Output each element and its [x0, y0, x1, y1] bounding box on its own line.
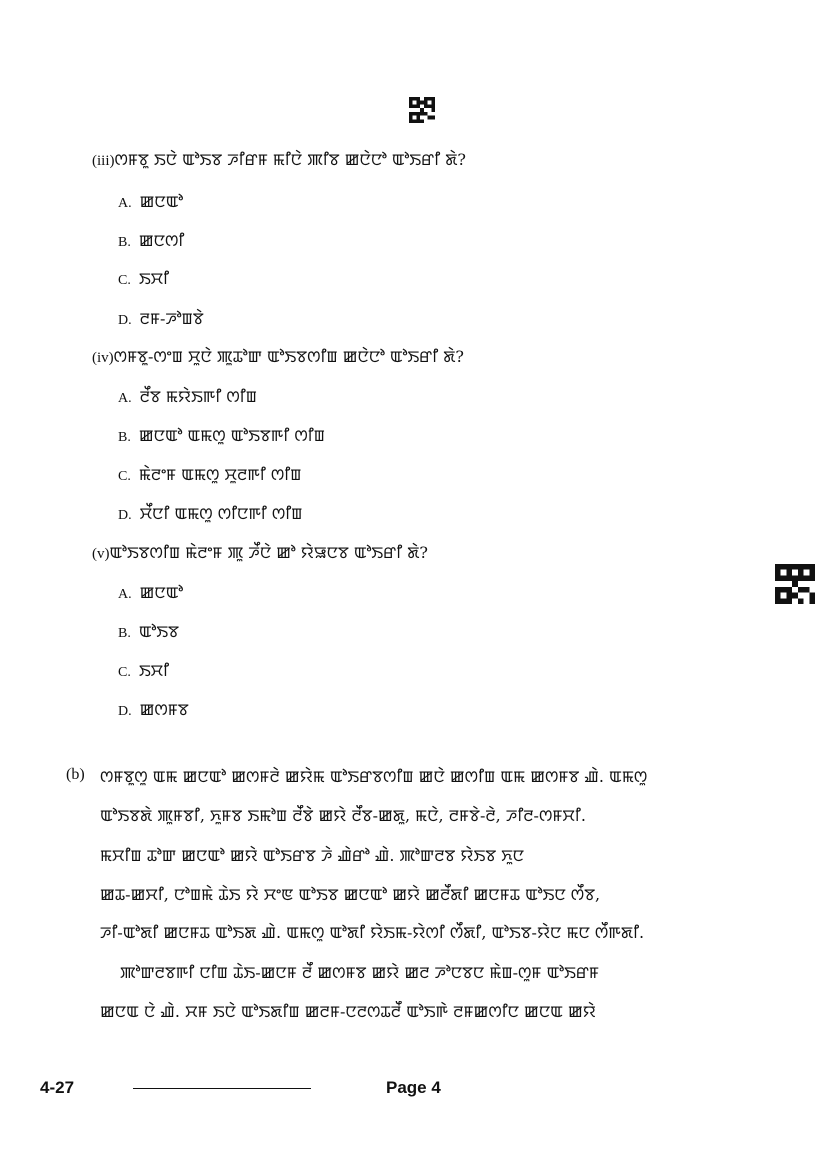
paper-code: 4-27	[40, 1078, 75, 1097]
option-v-c	[118, 660, 169, 682]
question-number: (v)	[92, 546, 110, 562]
option-label: A.	[118, 391, 132, 406]
option-text: ꯂꯝ-ꯍꯣꯡꯕꯥ	[139, 309, 204, 328]
question-text: ꯁꯝꯕꯨ ꯏꯅꯥ ꯑꯣꯏꯕ ꯍꯤꯔꯝ ꯃꯤꯅꯥ ꯄꯤꯕ ꯀꯅꯥꯅꯣ ꯑꯣꯏꯔꯤ ꯗꯥ?	[114, 150, 466, 169]
option-iv-d	[118, 503, 302, 525]
option-label: B.	[118, 430, 131, 445]
passage-label: (b)	[66, 766, 85, 783]
option-text: ꯃꯥꯂꯦꯝ ꯑꯃꯁꯨ ꯆꯨꯂꯒꯤ ꯁꯤꯡ	[138, 465, 302, 484]
passage-line: ꯑꯣꯏꯕꯗꯥ ꯄꯨꯝꯕꯤ, ꯈꯨꯝꯕ ꯏꯃꯣꯡ ꯂꯩꯕꯥ ꯀꯌꯥ ꯂꯩꯕ-ꯀꯗꯨ, ꯃꯅꯥ, ꯂꯝꯕꯥ-ꯂꯥ, ꯍꯤꯂ-ꯁꯝꯆꯤ.	[100, 806, 586, 825]
qr-code-side	[775, 564, 815, 604]
page-number: Page 4	[386, 1078, 441, 1097]
option-text: ꯂꯩꯕ ꯃꯌꯥꯏꯒꯤ ꯁꯤꯡ	[139, 387, 257, 406]
option-iv-b	[118, 425, 325, 447]
question-number: (iii)	[92, 153, 115, 169]
option-label: D.	[118, 508, 132, 523]
option-iii-d	[118, 308, 204, 330]
footer-divider	[133, 1088, 311, 1089]
option-text: ꯏꯆꯤ	[138, 269, 170, 288]
option-text: ꯆꯩꯅꯤ ꯑꯃꯁꯨ ꯁꯤꯅꯒꯤ ꯁꯤꯡ	[139, 504, 303, 523]
option-text: ꯀꯅꯑꯣ	[139, 192, 184, 211]
option-iii-b	[118, 230, 184, 252]
option-label: B.	[118, 235, 131, 250]
passage-line: ꯀꯅꯑ ꯅꯥ ꯉꯥ. ꯆꯝ ꯏꯅꯥ ꯑꯣꯏꯗꯤꯡ ꯀꯂꯝ-ꯅꯂꯁꯊꯂꯩ ꯑꯣꯏꯒꯥ ꯂꯝꯀꯁꯤꯅ ꯀꯅꯑ ꯀꯌꯥ	[100, 1002, 596, 1021]
option-text: ꯀꯅꯁꯤ	[138, 231, 185, 250]
qr-code-top	[408, 97, 436, 123]
option-label: C.	[118, 469, 131, 484]
option-label: C.	[118, 273, 131, 288]
option-label: C.	[118, 665, 131, 680]
option-v-a	[118, 582, 183, 604]
passage-line: ꯍꯤ-ꯑꯣꯗꯤ ꯀꯅꯝꯊ ꯑꯣꯏꯗ ꯉꯥ. ꯑꯃꯁꯨ ꯑꯣꯗꯤ ꯌꯥꯏꯃ-ꯌꯥꯁꯤ ꯁꯩꯗꯤ, ꯑꯣꯏꯕ-ꯌꯥꯅ ꯃꯅ ꯁꯩꯒꯗꯤ.	[100, 923, 645, 942]
option-v-b	[118, 621, 179, 643]
option-label: B.	[118, 626, 131, 641]
option-label: D.	[118, 313, 132, 328]
option-iii-c	[118, 268, 169, 290]
option-text: ꯀꯁꯝꯕ	[139, 700, 189, 719]
option-iv-c	[118, 464, 301, 486]
question-v	[92, 542, 428, 564]
passage-line: ꯄꯣꯛꯂꯕꯒꯤ ꯅꯤꯡ ꯊꯥꯏ-ꯀꯅꯝ ꯂꯩ ꯀꯁꯝꯕ ꯀꯌꯥ ꯀꯂ ꯍꯣꯅꯕꯅ ꯃꯥꯡ-ꯁꯨꯝ ꯑꯣꯏꯔꯝ	[120, 963, 600, 982]
option-text: ꯀꯅꯑꯣ	[139, 583, 184, 602]
question-number: (iv)	[92, 350, 114, 366]
passage-line: ꯀꯊ-ꯀꯆꯤ, ꯅꯣꯡꯃꯥ ꯊꯥꯏ ꯌꯥ ꯆꯦꯟ ꯑꯣꯏꯕ ꯀꯅꯑꯣ ꯀꯌꯥ ꯀꯂꯩꯗꯤ ꯀꯅꯝꯊ ꯑꯣꯏꯅ ꯁꯩꯕ,	[100, 885, 601, 904]
option-v-d	[118, 699, 189, 721]
option-text: ꯑꯣꯏꯕ	[138, 622, 179, 641]
option-text: ꯏꯆꯤ	[138, 661, 170, 680]
passage-line: ꯃꯆꯤꯡ ꯊꯣꯛ ꯀꯅꯑꯣ ꯀꯌꯥ ꯑꯣꯏꯔꯕ ꯍꯥ ꯉꯥꯔꯣ ꯉꯥ. ꯄꯣꯛꯂꯕ ꯌꯥꯏꯕ ꯈꯨꯅ	[100, 846, 525, 865]
question-iii	[92, 149, 466, 171]
option-iv-a	[118, 386, 257, 408]
question-text: ꯑꯣꯏꯕꯁꯤꯡ ꯃꯥꯂꯦꯝ ꯄꯨ ꯍꯩꯅꯥ ꯀꯣ ꯌꯥꯎꯅꯕ ꯑꯣꯏꯔꯤ ꯗꯥ?	[109, 543, 429, 562]
passage-line: ꯁꯝꯕꯨꯁꯨ ꯑꯃ ꯀꯅꯑꯣ ꯀꯁꯝꯂꯥ ꯀꯌꯥꯃ ꯑꯣꯏꯔꯕꯁꯤꯡ ꯀꯅꯥ ꯀꯁꯤꯡ ꯑꯃ ꯀꯁꯝꯕ ꯉꯥ. ꯑꯃꯁꯨ	[100, 767, 648, 786]
question-text: ꯁꯝꯕꯨ-ꯁꯦꯡ ꯆꯨꯅꯥ ꯄꯨꯊꯣꯛ ꯑꯣꯏꯕꯁꯤꯡ ꯀꯅꯥꯅꯣ ꯑꯣꯏꯔꯤ ꯗꯥ?	[113, 347, 465, 366]
option-text: ꯀꯅꯑꯣ ꯑꯃꯁꯨ ꯑꯣꯏꯕꯒꯤ ꯁꯤꯡ	[138, 426, 325, 445]
option-label: A.	[118, 196, 132, 211]
question-iv	[92, 346, 464, 368]
option-label: D.	[118, 704, 132, 719]
option-label: A.	[118, 587, 132, 602]
option-iii-a	[118, 191, 183, 213]
